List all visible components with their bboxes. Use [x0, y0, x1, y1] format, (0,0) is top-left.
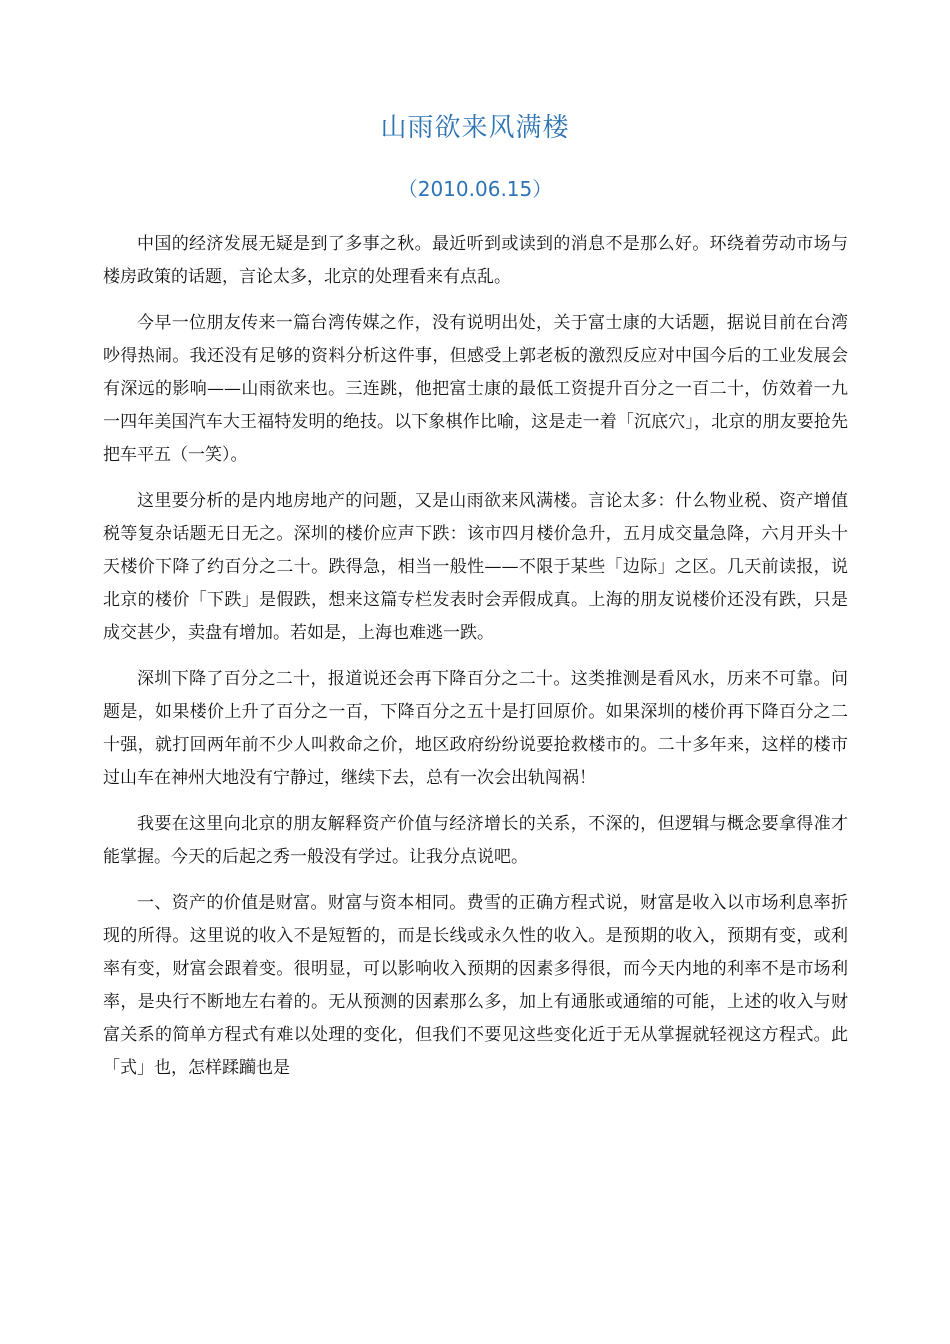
- paragraph-4: 深圳下降了百分之二十，报道说还会再下降百分之二十。这类推测是看风水，历来不可靠。问题是，如果楼价上升了百分之一百，下降百分之五十是打回原价。如果深圳的楼价再下降百分之二十强，就打回两年前不少人叫救命之价，地区政府纷纷说要抢救楼市的。二十多年来，这样的楼市过山车在神州大地没有宁静过，继续下去，总有一次会出轨闯祸！: [103, 669, 848, 788]
- document-title: 山雨欲来风满楼: [380, 113, 570, 143]
- paragraph-3: 这里要分析的是内地房地产的问题，又是山雨欲来风满楼。言论太多：什么物业税、资产增值税等复杂话题无日无之。深圳的楼价应声下跌：该市四月楼价急升，五月成交量急降，六月开头十天楼价下降了约百分之二十。跌得急，相当一般性——不限于某些「边际」之区。几天前读报，说北京的楼价「下跌」是假跌，想来这篇专栏发表时会弄假成真。上海的朋友说楼价还没有跌，只是成交甚少，卖盘有增加。若如是，上海也难逃一跌。: [103, 491, 848, 643]
- paragraph-1: 中国的经济发展无疑是到了多事之秋。最近听到或读到的消息不是那么好。环绕着劳动市场与楼房政策的话题，言论太多，北京的处理看来有点乱。: [103, 234, 848, 287]
- paragraph-6: 一、资产的价值是财富。财富与资本相同。费雪的正确方程式说，财富是收入以市场利息率折现的所得。这里说的收入不是短暂的，而是长线或永久性的收入。是预期的收入，预期有变，或利率有变，财富会跟着变。很明显，可以影响收入预期的因素多得很，而今天内地的利率不是市场利率，是央行不断地左右着的。无从预测的因素那么多，加上有通胀或通缩的可能，上述的收入与财富关系的简单方程式有难以处理的变化，但我们不要见这些变化近于无从掌握就轻视这方程式。此「式」也，怎样蹂躏也是: [103, 893, 848, 1078]
- paragraph-5: 我要在这里向北京的朋友解释资产价值与经济增长的关系，不深的，但逻辑与概念要拿得准才能掌握。今天的后起之秀一般没有学过。让我分点说吧。: [103, 814, 848, 867]
- document-date: （2010.06.15）: [397, 177, 553, 201]
- document-body: [103, 228, 848, 1098]
- paragraph-2: 今早一位朋友传来一篇台湾传媒之作，没有说明出处，关于富士康的大话题，据说目前在台湾吵得热闹。我还没有足够的资料分析这件事，但感受上郭老板的激烈反应对中国今后的工业发展会有深远的影响——山雨欲来也。三连跳，他把富士康的最低工资提升百分之一百二十，仿效着一九一四年美国汽车大王福特发明的绝技。以下象棋作比喻，这是走一着「沉底穴」，北京的朋友要抢先把车平五（一笑）。: [103, 313, 848, 465]
